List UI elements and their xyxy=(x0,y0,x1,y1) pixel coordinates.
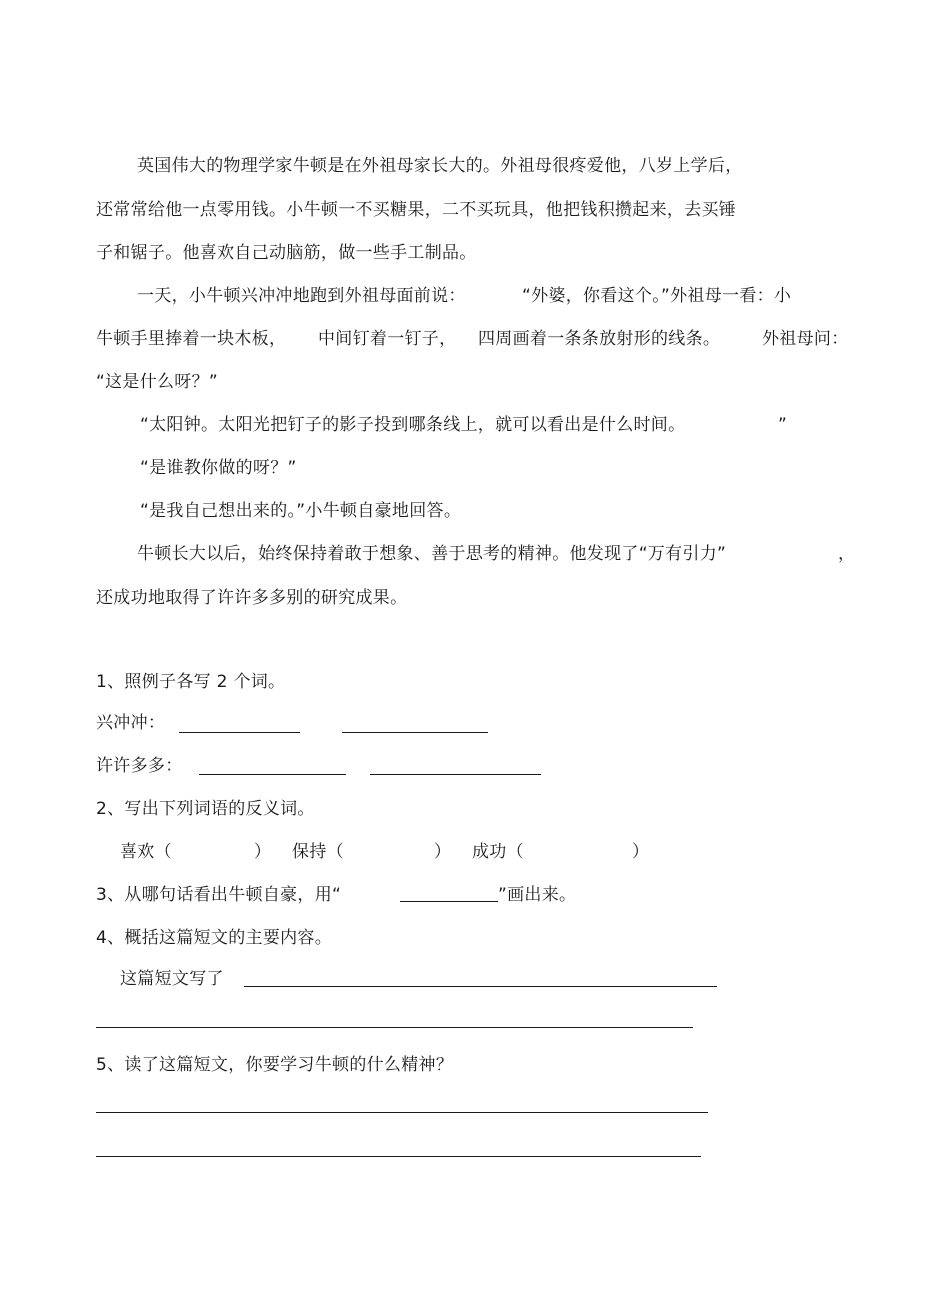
passage-p2-line3: “这是什么呀？” xyxy=(96,372,219,392)
passage-p2-line2b: 中间钉着一钉子， xyxy=(318,329,457,349)
passage-p2-line2d: 外祖母问： xyxy=(762,329,849,349)
underline-sample xyxy=(400,901,498,902)
question-3-part-b: ”画出来。 xyxy=(498,885,577,905)
passage-p6-line1a: 牛顿长大以后，始终保持着敢于想象、善于思考的精神。他发现了“万有引力” xyxy=(137,544,727,564)
passage-p5: “是我自己想出来的。”小牛顿自豪地回答。 xyxy=(140,501,462,521)
question-5: 5、读了这篇短文，你要学习牛顿的什么精神？ xyxy=(96,1055,454,1075)
passage-p2-line1a: 一天，小牛顿兴冲冲地跑到外祖母面前说： xyxy=(137,286,466,306)
question-2: 2、写出下列词语的反义词。 xyxy=(96,799,315,819)
question-2-close-3: ） xyxy=(632,842,650,862)
answer-line-4-2[interactable] xyxy=(96,1027,693,1028)
question-2-word-1: 喜欢（ xyxy=(120,842,172,862)
passage-p6-line2: 还成功地取得了许许多多别的研究成果。 xyxy=(96,588,408,608)
question-2-word-3: 成功（ xyxy=(472,842,524,862)
question-4-prefix: 这篇短文写了 xyxy=(120,969,224,989)
passage-p2-line2c: 四周画着一条条放射形的线条。 xyxy=(478,329,721,349)
passage-p4: “是谁教你做的呀？” xyxy=(140,458,297,478)
answer-line-4-1[interactable] xyxy=(244,986,717,987)
question-1b-label: 许许多多： xyxy=(96,756,183,776)
answer-blank-1a-1[interactable] xyxy=(179,732,300,733)
question-4: 4、概括这篇短文的主要内容。 xyxy=(96,928,333,948)
passage-p6-line1b: ， xyxy=(838,544,856,564)
answer-blank-1b-1[interactable] xyxy=(199,774,346,775)
question-3-part-a: 3、从哪句话看出牛顿自豪，用“ xyxy=(96,885,342,905)
passage-p1-line3: 子和锯子。他喜欢自己动脑筋，做一些手工制品。 xyxy=(96,243,477,263)
passage-p2-line1b: “外婆，你看这个。”外祖母一看：小 xyxy=(522,286,792,306)
question-1a-label: 兴冲冲： xyxy=(96,713,166,733)
question-1: 1、照例子各写 2 个词。 xyxy=(96,672,286,692)
question-2-word-2: 保持（ xyxy=(292,842,344,862)
passage-p2-line2a: 牛顿手里捧着一块木板， xyxy=(96,329,287,349)
passage-p1-line1: 英国伟大的物理学家牛顿是在外祖母家长大的。外祖母很疼爱他，八岁上学后， xyxy=(137,156,743,176)
question-2-close-1: ） xyxy=(254,842,272,862)
answer-line-5-2[interactable] xyxy=(96,1156,701,1157)
answer-blank-1a-2[interactable] xyxy=(342,732,488,733)
passage-p3-a: “太阳钟。太阳光把钉子的影子投到哪条线上，就可以看出是什么时间。 xyxy=(140,415,686,435)
answer-line-5-1[interactable] xyxy=(96,1112,708,1113)
passage-p3-b: ” xyxy=(778,415,788,435)
answer-blank-1b-2[interactable] xyxy=(370,774,541,775)
question-2-close-2: ） xyxy=(434,842,452,862)
passage-p1-line2: 还常常给他一点零用钱。小牛顿一不买糖果，二不买玩具，他把钱积攒起来，去买锤 xyxy=(96,200,737,220)
